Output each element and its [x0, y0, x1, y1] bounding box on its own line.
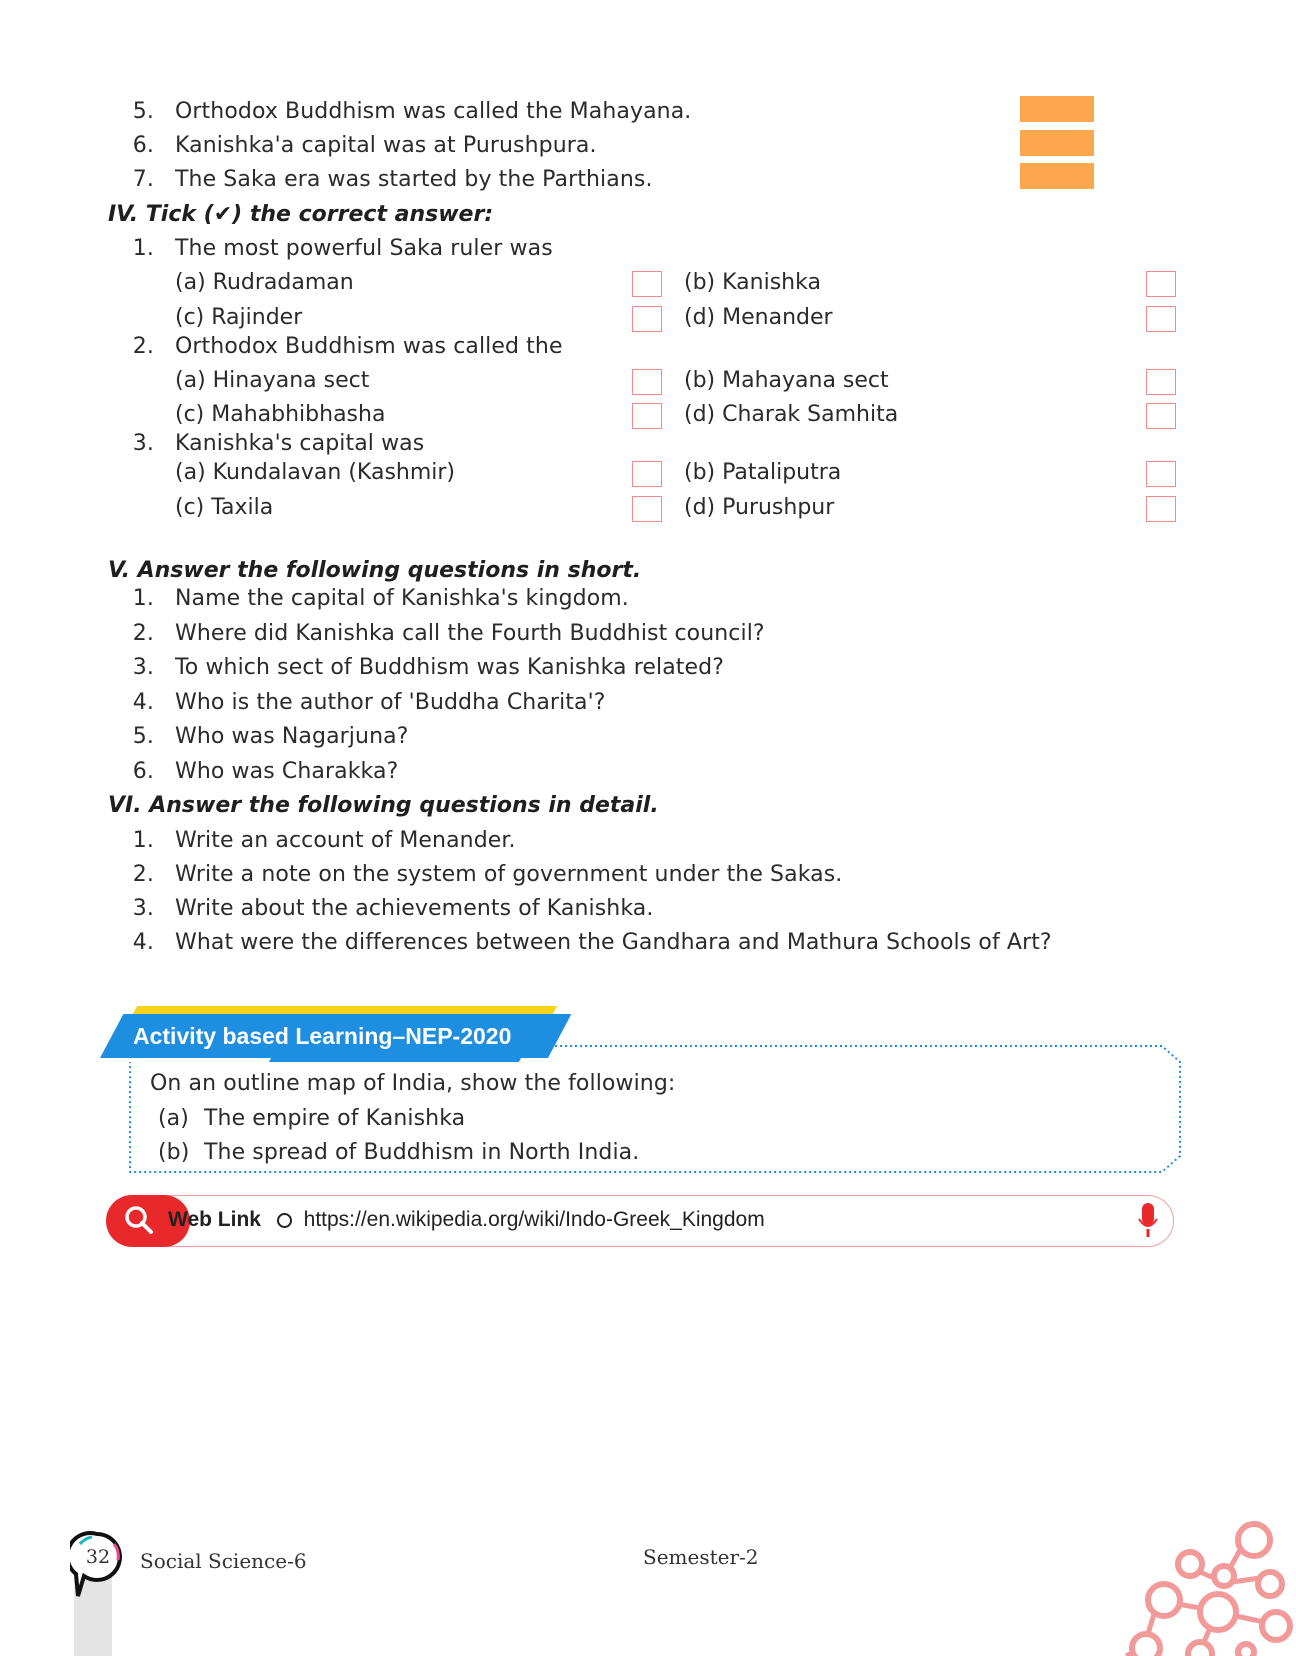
semester-label: Semester-2: [643, 1545, 759, 1569]
page-number: 32: [85, 1546, 111, 1568]
activity-title: Activity based Learning–NEP-2020: [133, 1023, 512, 1049]
search-icon: [120, 1201, 160, 1241]
section-heading: IV. Tick (✔) the correct answer:: [108, 202, 494, 227]
bullet-circle-icon: [277, 1213, 292, 1228]
web-link-label: Web Link: [168, 1208, 261, 1231]
web-link-text: [168, 1205, 765, 1235]
section-heading: V. Answer the following questions in short.: [108, 558, 642, 583]
option: (b) Kanishka: [684, 270, 821, 295]
microphone-icon[interactable]: [1136, 1201, 1160, 1241]
option: (a) Hinayana sect: [175, 368, 370, 393]
book-title: Social Science-6: [140, 1549, 307, 1573]
web-link-url[interactable]: https://en.wikipedia.org/wiki/Indo-Greek_Kingdom: [303, 1208, 765, 1231]
option: (a) Kundalavan (Kashmir): [175, 460, 456, 485]
option: (c) Taxila: [175, 495, 274, 520]
option: (d) Charak Samhita: [684, 402, 899, 427]
activity-accent: [133, 1006, 557, 1014]
option: (d) Menander: [684, 305, 833, 330]
option: (b) Mahayana sect: [684, 368, 889, 393]
option: (a) Rudradaman: [175, 270, 354, 295]
section-heading: VI. Answer the following questions in detail.: [108, 793, 659, 818]
activity-accent: [269, 1058, 521, 1062]
option: (b) Pataliputra: [684, 460, 842, 485]
option: (d) Purushpur: [684, 495, 835, 520]
decorative-circles: [1120, 1516, 1296, 1656]
web-link-bar: [106, 1195, 1174, 1247]
activity-intro: On an outline map of India, show the following:: [150, 1071, 676, 1096]
option: (c) Mahabhibhasha: [175, 402, 386, 427]
option: (c) Rajinder: [175, 305, 303, 330]
